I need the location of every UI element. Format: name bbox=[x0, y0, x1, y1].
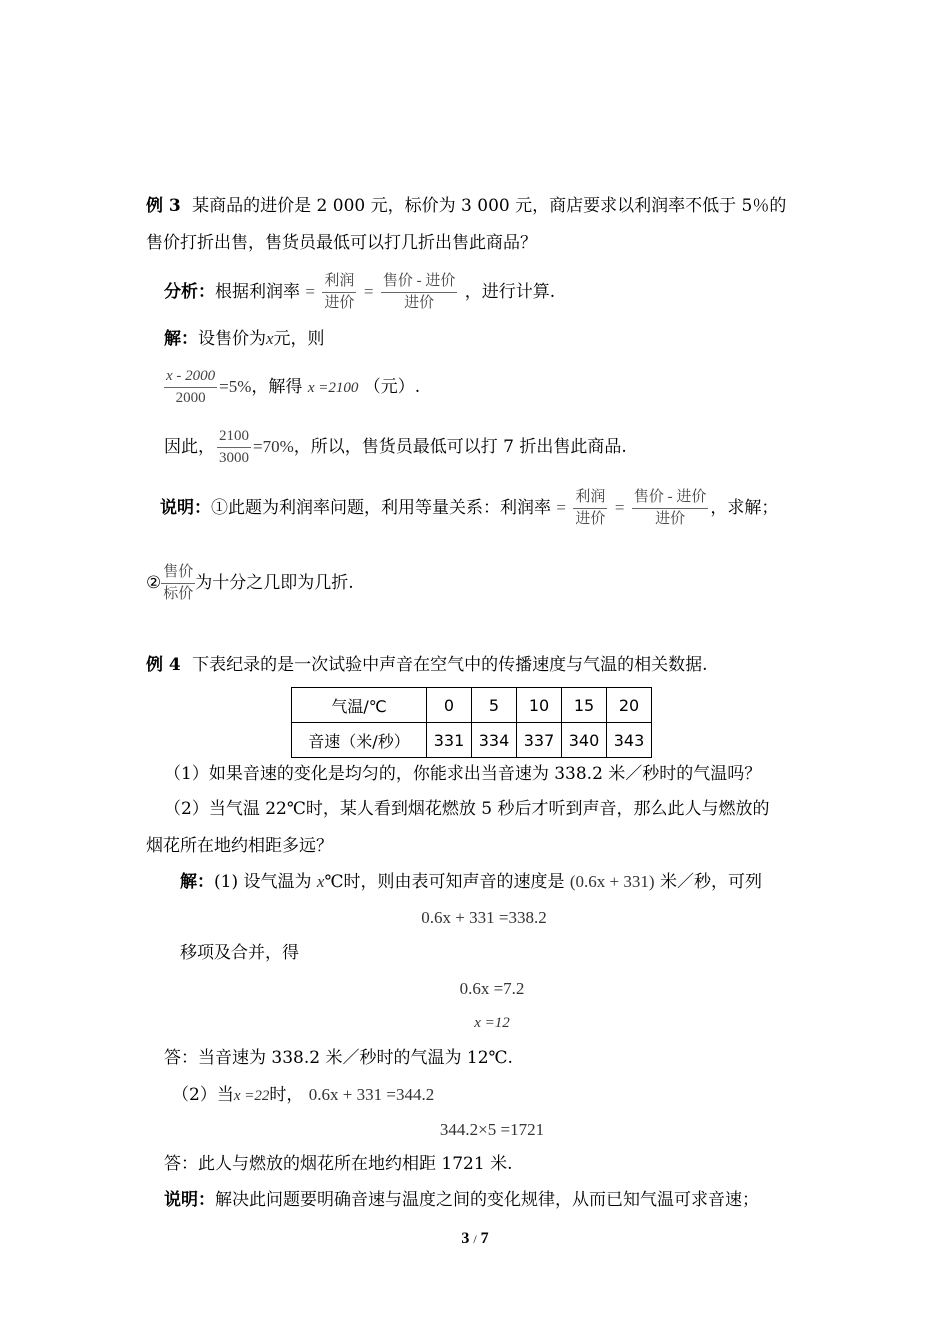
ex3-equation-1: $\frac{x - 2000}{2000}$ =5%，解得 x =2100 （元）. bbox=[164, 366, 420, 409]
ex3-solution: 解：设售价为x元，则 bbox=[164, 329, 325, 349]
ex4-note: 说明：解决此问题要明确音速与温度之间的变化规律，从而已知气温可求音速； bbox=[164, 1190, 759, 1210]
eq1-result: x =2100 bbox=[307, 380, 359, 396]
ex3-line-2 bbox=[146, 235, 537, 252]
equation-a: 0.6x + 331 =338.2 bbox=[421, 908, 547, 927]
analysis-pre: 根据利润率 bbox=[215, 282, 300, 302]
equation-b: 0.6x =7.2 bbox=[459, 979, 525, 998]
ex3-analysis: 分析：根据利润率 = $\frac{\text{利润}}{\text{进价}}$ = $\frac{\text{售价 - 进价}}{\text{进价}}$ ，进行计算. bbox=[164, 271, 555, 314]
speed-cell: 337 bbox=[517, 723, 562, 758]
note-label: 说明： bbox=[160, 498, 211, 518]
eq1-fraction: $\frac{x - 2000}{2000}$ bbox=[166, 368, 216, 406]
table-row bbox=[292, 688, 652, 723]
var-x: x bbox=[266, 329, 274, 348]
answer-2: 答：此人与燃放的烟花所在地约相距 1721 米. bbox=[164, 1154, 513, 1174]
sound-speed-table bbox=[291, 687, 652, 758]
ex4-q2-a: （2）当气温 22℃时，某人看到烟花燃放 5 秒后才听到声音，那么此人与燃放的 bbox=[164, 799, 770, 819]
speed-cell: 340 bbox=[562, 723, 607, 758]
temp-cell: 10 bbox=[517, 688, 562, 723]
temp-cell: 20 bbox=[607, 688, 652, 723]
note2-fraction: $\frac{\text{售价}}{\text{标价}}$ bbox=[163, 564, 194, 602]
note-frac-2: $\frac{\text{售价 - 进价}}{\text{进价}}$ bbox=[633, 489, 707, 527]
eq2-fraction: $\frac{2100}{3000}$ bbox=[219, 428, 249, 466]
frac-diff-over-cost: $\frac{\text{售价 - 进价}}{\text{进价}}$ bbox=[382, 273, 456, 311]
temp-cell: 15 bbox=[562, 688, 607, 723]
ex3-label: 例 3 bbox=[146, 196, 181, 216]
speed-cell: 331 bbox=[427, 723, 472, 758]
temp-cell: 0 bbox=[427, 688, 472, 723]
ex3-note: 说明：①此题为利润率问题，利用等量关系：利润率 = $\frac{\text{利润}}{\text{进价}}$ = $\frac{\text{售价 - 进价}}{\text{进价}}$ ，求解； bbox=[160, 487, 778, 530]
temp-cell: 5 bbox=[472, 688, 517, 723]
equation-c: x =12 bbox=[474, 1015, 510, 1031]
ex4-line-1: 例 4 下表纪录的是一次试验中声音在空气中的传播速度与气温的相关数据. bbox=[146, 655, 708, 675]
ex3-note-2: ② $\frac{\text{售价}}{\text{标价}}$ 为十分之几即为几折. bbox=[146, 562, 354, 605]
ex4-q2-b: 烟花所在地约相距多远？ bbox=[146, 836, 333, 856]
speed-cell: 334 bbox=[472, 723, 517, 758]
ex3-text-1: 某商品的进价是 2 000 元，标价为 3 000 元，商店要求以利润率不低于 5％的 bbox=[192, 196, 787, 216]
page-number: 3 / 7 bbox=[461, 1230, 489, 1247]
equation-d: 344.2×5 =1721 bbox=[439, 1120, 545, 1139]
ex4-label: 例 4 bbox=[146, 655, 181, 675]
ex4-q1: （1）如果音速的变化是均匀的，你能求出当音速为 338.2 米／秒时的气温吗？ bbox=[164, 764, 762, 784]
analysis-label: 分析： bbox=[164, 282, 215, 302]
row-label-cell: 音速（米/秒） bbox=[292, 723, 427, 758]
header-label-cell: 气温/℃ bbox=[292, 688, 427, 723]
table-row bbox=[292, 723, 652, 758]
analysis-post: ，进行计算. bbox=[464, 282, 556, 302]
frac-profit-over-cost: $\frac{\text{利润}}{\text{进价}}$ bbox=[324, 273, 355, 311]
ex3-equation-2: 因此， $\frac{2100}{3000}$ =70%，所以，售货员最低可以打 7 折出售此商品. bbox=[164, 426, 627, 469]
ex4-solution: 解：(1) 设气温为 x℃时，则由表可知声音的速度是 (0.6x + 331) 米／秒，可列 bbox=[180, 872, 762, 892]
ex3-text-2: 售价打折出售，售货员最低可以打几折出售此商品？ bbox=[146, 233, 537, 253]
ex3-line-1 bbox=[146, 198, 786, 215]
ex4-part-2: （2）当x =22时， 0.6x + 331 =344.2 bbox=[172, 1085, 435, 1105]
move-text: 移项及合并，得 bbox=[180, 943, 299, 963]
speed-cell: 343 bbox=[607, 723, 652, 758]
answer-1: 答：当音速为 338.2 米／秒时的气温为 12℃. bbox=[164, 1048, 513, 1068]
note-frac-1: $\frac{\text{利润}}{\text{进价}}$ bbox=[575, 489, 606, 527]
solution-label: 解： bbox=[164, 329, 198, 349]
